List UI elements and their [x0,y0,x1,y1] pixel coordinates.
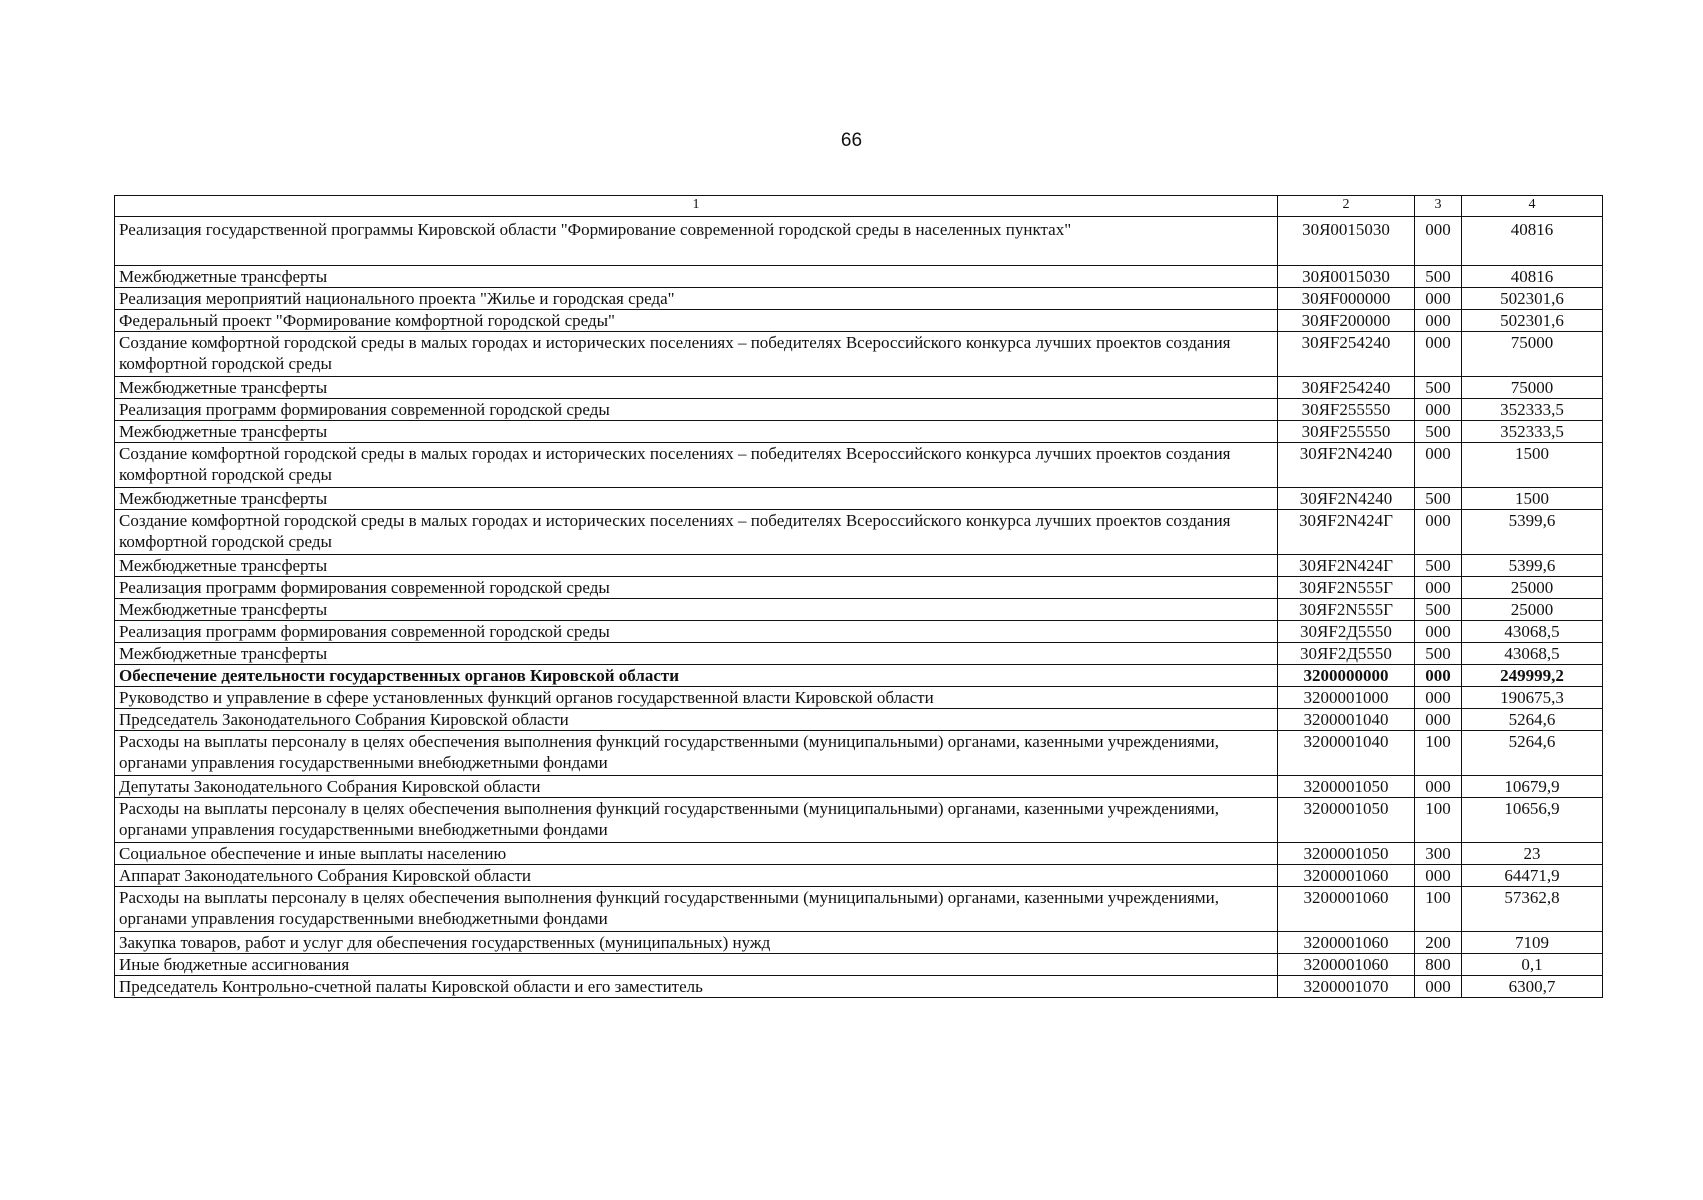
table-row [115,421,1603,443]
table-row [115,377,1603,399]
row-name-cell: Реализация государственной программы Кировской области "Формирование современной городской среды в населенных пунктах" [115,217,1278,266]
row-sum-cell: 7109 [1462,932,1603,954]
row-name-cell: Расходы на выплаты персоналу в целях обеспечения выполнения функций государственными (муниципальными) органами, казенными учреждениями, органами управления государственными внебюджетными фондами [115,731,1278,776]
row-type-cell: 500 [1415,421,1462,443]
table-body [115,217,1603,998]
row-code-cell: 30ЯF2Д5550 [1278,621,1415,643]
table-row [115,577,1603,599]
table-row [115,488,1603,510]
table-row [115,266,1603,288]
row-name-cell: Обеспечение деятельности государственных органов Кировской области [115,665,1278,687]
row-sum-cell: 5399,6 [1462,555,1603,577]
row-name-cell: Реализация программ формирования современной городской среды [115,399,1278,421]
row-code-cell: 30ЯF2N424Г [1278,510,1415,555]
row-type-cell: 100 [1415,798,1462,843]
row-type-cell: 000 [1415,665,1462,687]
row-type-cell: 000 [1415,621,1462,643]
row-sum-cell: 43068,5 [1462,621,1603,643]
row-name-cell: Создание комфортной городской среды в малых городах и исторических поселениях – победителях Всероссийского конкурса лучших проектов создания комфортной городской среды [115,332,1278,377]
table-row [115,976,1603,998]
header-col-2: 2 [1278,196,1415,217]
row-code-cell: 3200001040 [1278,731,1415,776]
table-row [115,332,1603,377]
row-name-cell: Федеральный проект "Формирование комфортной городской среды" [115,310,1278,332]
row-sum-cell: 43068,5 [1462,643,1603,665]
row-name-cell: Председатель Контрольно-счетной палаты Кировской области и его заместитель [115,976,1278,998]
row-sum-cell: 502301,6 [1462,310,1603,332]
row-sum-cell: 40816 [1462,266,1603,288]
row-name-cell: Расходы на выплаты персоналу в целях обеспечения выполнения функций государственными (муниципальными) органами, казенными учреждениями, органами управления государственными внебюджетными фондами [115,887,1278,932]
row-code-cell: 30ЯF2N4240 [1278,488,1415,510]
row-name-cell: Реализация мероприятий национального проекта "Жилье и городская среда" [115,288,1278,310]
row-name-cell: Аппарат Законодательного Собрания Кировской области [115,865,1278,887]
row-type-cell: 000 [1415,709,1462,731]
header-col-3: 3 [1415,196,1462,217]
row-sum-cell: 40816 [1462,217,1603,266]
page-number: 66 [840,130,863,151]
table-row [115,709,1603,731]
row-type-cell: 000 [1415,510,1462,555]
table-row [115,443,1603,488]
row-name-cell: Иные бюджетные ассигнования [115,954,1278,976]
row-type-cell: 000 [1415,310,1462,332]
row-code-cell: 3200001060 [1278,932,1415,954]
budget-table-container [114,195,1602,998]
table-row [115,865,1603,887]
row-type-cell: 000 [1415,687,1462,709]
row-sum-cell: 1500 [1462,443,1603,488]
row-code-cell: 30ЯF2N555Г [1278,599,1415,621]
row-sum-cell: 0,1 [1462,954,1603,976]
table-row [115,843,1603,865]
row-type-cell: 000 [1415,399,1462,421]
row-sum-cell: 64471,9 [1462,865,1603,887]
header-col-4: 4 [1462,196,1603,217]
row-code-cell: 30ЯF255550 [1278,421,1415,443]
row-code-cell: 3200001050 [1278,843,1415,865]
row-code-cell: 30ЯF2N424Г [1278,555,1415,577]
row-sum-cell: 5399,6 [1462,510,1603,555]
row-name-cell: Межбюджетные трансферты [115,643,1278,665]
row-type-cell: 100 [1415,887,1462,932]
row-name-cell: Создание комфортной городской среды в малых городах и исторических поселениях – победителях Всероссийского конкурса лучших проектов создания комфортной городской среды [115,510,1278,555]
row-name-cell: Межбюджетные трансферты [115,555,1278,577]
row-type-cell: 000 [1415,332,1462,377]
row-name-cell: Межбюджетные трансферты [115,377,1278,399]
table-row [115,665,1603,687]
table-row [115,776,1603,798]
row-sum-cell: 352333,5 [1462,399,1603,421]
row-name-cell: Создание комфортной городской среды в малых городах и исторических поселениях – победителях Всероссийского конкурса лучших проектов создания комфортной городской среды [115,443,1278,488]
row-type-cell: 000 [1415,577,1462,599]
row-code-cell: 3200001000 [1278,687,1415,709]
row-type-cell: 500 [1415,377,1462,399]
table-row [115,954,1603,976]
row-sum-cell: 1500 [1462,488,1603,510]
row-code-cell: 30ЯF254240 [1278,377,1415,399]
row-code-cell: 3200001050 [1278,776,1415,798]
row-code-cell: 30ЯF2N4240 [1278,443,1415,488]
row-type-cell: 800 [1415,954,1462,976]
row-code-cell: 30Я0015030 [1278,266,1415,288]
row-name-cell: Реализация программ формирования современной городской среды [115,621,1278,643]
row-code-cell: 3200000000 [1278,665,1415,687]
row-type-cell: 500 [1415,643,1462,665]
table-row [115,555,1603,577]
row-name-cell: Межбюджетные трансферты [115,266,1278,288]
table-row [115,217,1603,266]
table-row [115,932,1603,954]
header-col-1: 1 [115,196,1278,217]
row-name-cell: Расходы на выплаты персоналу в целях обеспечения выполнения функций государственными (муниципальными) органами, казенными учреждениями, органами управления государственными внебюджетными фондами [115,798,1278,843]
row-type-cell: 100 [1415,731,1462,776]
table-row [115,643,1603,665]
row-type-cell: 000 [1415,976,1462,998]
table-row [115,687,1603,709]
row-sum-cell: 6300,7 [1462,976,1603,998]
row-sum-cell: 57362,8 [1462,887,1603,932]
row-sum-cell: 75000 [1462,332,1603,377]
row-code-cell: 30Я0015030 [1278,217,1415,266]
row-sum-cell: 249999,2 [1462,665,1603,687]
row-sum-cell: 10656,9 [1462,798,1603,843]
header-row [115,196,1603,217]
row-sum-cell: 190675,3 [1462,687,1603,709]
row-name-cell: Межбюджетные трансферты [115,488,1278,510]
row-type-cell: 000 [1415,776,1462,798]
row-name-cell: Закупка товаров, работ и услуг для обеспечения государственных (муниципальных) нужд [115,932,1278,954]
row-name-cell: Депутаты Законодательного Собрания Кировской области [115,776,1278,798]
row-type-cell: 000 [1415,443,1462,488]
row-type-cell: 300 [1415,843,1462,865]
row-code-cell: 30ЯF000000 [1278,288,1415,310]
row-code-cell: 3200001060 [1278,887,1415,932]
row-type-cell: 200 [1415,932,1462,954]
row-code-cell: 3200001060 [1278,954,1415,976]
row-type-cell: 000 [1415,217,1462,266]
table-row [115,887,1603,932]
row-code-cell: 30ЯF255550 [1278,399,1415,421]
row-name-cell: Социальное обеспечение и иные выплаты населению [115,843,1278,865]
row-sum-cell: 502301,6 [1462,288,1603,310]
row-type-cell: 000 [1415,288,1462,310]
table-row [115,310,1603,332]
row-type-cell: 500 [1415,555,1462,577]
row-code-cell: 30ЯF254240 [1278,332,1415,377]
row-name-cell: Председатель Законодательного Собрания Кировской области [115,709,1278,731]
row-sum-cell: 5264,6 [1462,731,1603,776]
row-code-cell: 3200001050 [1278,798,1415,843]
row-code-cell: 3200001070 [1278,976,1415,998]
row-name-cell: Межбюджетные трансферты [115,421,1278,443]
row-type-cell: 500 [1415,266,1462,288]
row-code-cell: 3200001040 [1278,709,1415,731]
row-code-cell: 30ЯF2N555Г [1278,577,1415,599]
row-name-cell: Реализация программ формирования современной городской среды [115,577,1278,599]
table-row [115,288,1603,310]
row-code-cell: 30ЯF200000 [1278,310,1415,332]
row-name-cell: Руководство и управление в сфере установленных функций органов государственной власти Кировской области [115,687,1278,709]
row-sum-cell: 23 [1462,843,1603,865]
table-row [115,399,1603,421]
row-type-cell: 500 [1415,488,1462,510]
table-header [115,196,1603,217]
row-sum-cell: 5264,6 [1462,709,1603,731]
row-type-cell: 000 [1415,865,1462,887]
table-row [115,510,1603,555]
row-name-cell: Межбюджетные трансферты [115,599,1278,621]
row-sum-cell: 10679,9 [1462,776,1603,798]
table-row [115,599,1603,621]
row-code-cell: 3200001060 [1278,865,1415,887]
table-row [115,621,1603,643]
row-code-cell: 30ЯF2Д5550 [1278,643,1415,665]
row-sum-cell: 352333,5 [1462,421,1603,443]
table-row [115,731,1603,776]
row-type-cell: 500 [1415,599,1462,621]
row-sum-cell: 25000 [1462,577,1603,599]
row-sum-cell: 25000 [1462,599,1603,621]
row-sum-cell: 75000 [1462,377,1603,399]
budget-table [114,195,1603,998]
table-row [115,798,1603,843]
